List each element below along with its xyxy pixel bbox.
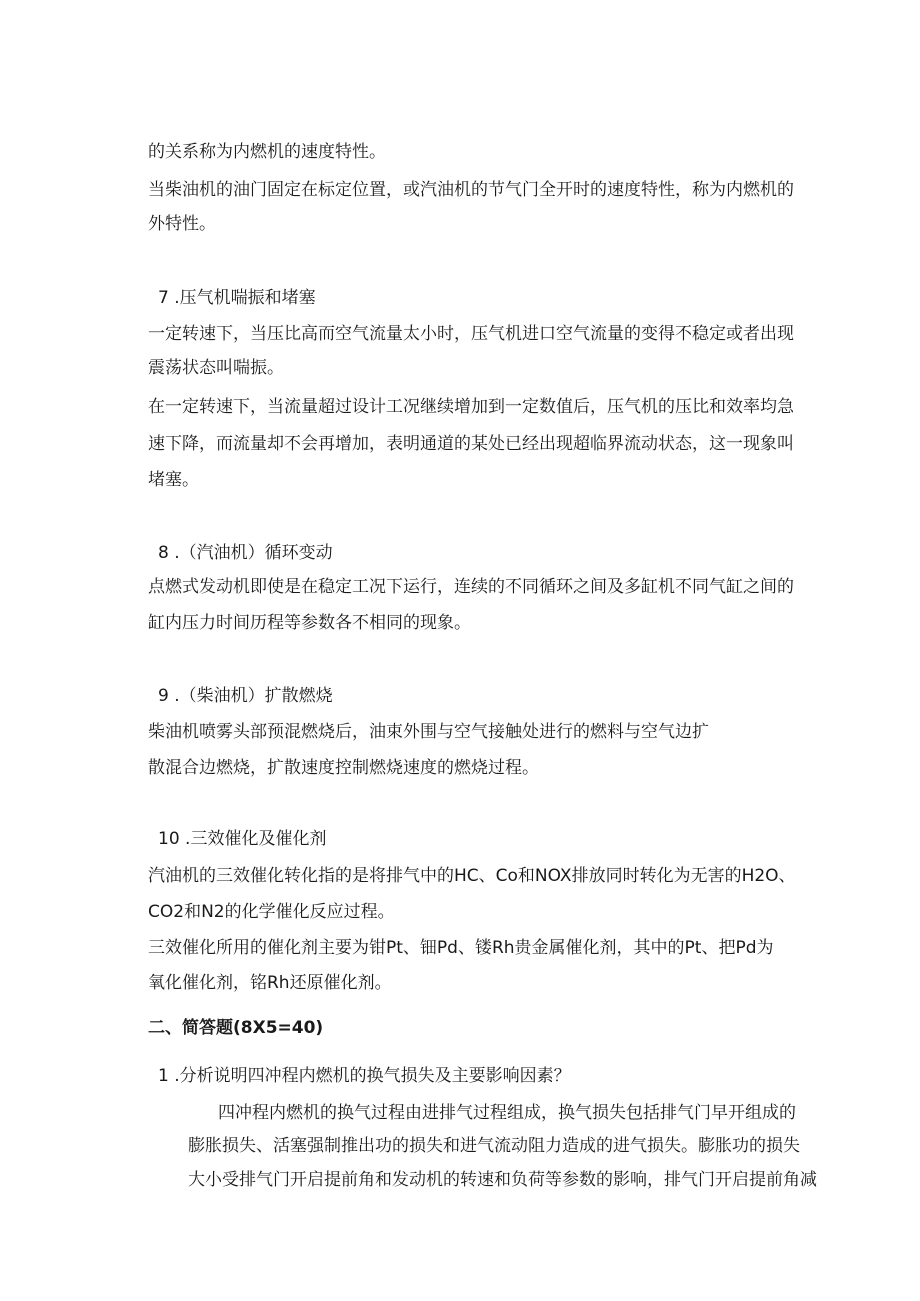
paragraph-line: 当柴油机的油门固定在标定位置，或汽油机的节气门全开时的速度特性，称为内燃机的 [148, 180, 794, 200]
paragraph-line: 汽油机的三效催化转化指的是将排气中的HC、Co和NOX排放同时转化为无害的H2O、 [148, 866, 796, 886]
paragraph-line: 外特性。 [148, 214, 216, 234]
paragraph-line: 三效催化所用的催化剂主要为钳Pt、钿Pd、镂Rh贵金属催化剂，其中的Pt、把Pd为 [148, 938, 774, 958]
item-heading-10: 10 .三效催化及催化剂 [158, 829, 327, 849]
paragraph-line: 散混合边燃烧，扩散速度控制燃烧速度的燃烧过程。 [148, 758, 539, 778]
paragraph-line: 氧化催化剂，铭Rh还原催化剂。 [148, 973, 392, 993]
answer-line: 大小受排气门开启提前角和发动机的转速和负荷等参数的影响，排气门开启提前角减 [188, 1170, 817, 1190]
paragraph-line: 缸内压力时间历程等参数各不相同的现象。 [148, 613, 471, 633]
paragraph-line: 柴油机喷雾头部预混燃烧后，油束外围与空气接触处进行的燃料与空气边扩 [148, 722, 709, 742]
answer-line: 四冲程内燃机的换气过程由进排气过程组成，换气损失包括排气门早开组成的 [218, 1103, 796, 1123]
section-title: 二、简答题(8X5=40) [148, 1018, 324, 1038]
paragraph-line: 速下降，而流量却不会再增加，表明通道的某处已经出现超临界流动状态，这一现象叫 [148, 434, 794, 454]
paragraph-line: 的关系称为内燃机的速度特性。 [148, 142, 386, 162]
paragraph-line: 点燃式发动机即使是在稳定工况下运行，连续的不同循环之间及多缸机不同气缸之间的 [148, 577, 794, 597]
paragraph-line: 一定转速下，当压比高而空气流量太小时，压气机进口空气流量的变得不稳定或者出现 [148, 324, 794, 344]
item-heading-8: 8 .（汽油机）循环变动 [158, 543, 333, 563]
paragraph-line: 堵塞。 [148, 470, 199, 490]
item-heading-7: 7 .压气机喘振和堵塞 [158, 288, 316, 308]
paragraph-line: 震荡状态叫喘振。 [148, 358, 284, 378]
item-heading-9: 9 .（柴油机）扩散燃烧 [158, 686, 333, 706]
paragraph-line: CO2和N2的化学催化反应过程。 [148, 902, 395, 922]
answer-line: 膨胀损失、活塞强制推出功的损失和进气流动阻力造成的进气损失。膨胀功的损失 [188, 1136, 800, 1156]
paragraph-line: 在一定转速下，当流量超过设计工况继续增加到一定数值后，压气机的压比和效率均急 [148, 397, 794, 417]
question-1: 1 .分析说明四冲程内燃机的换气损失及主要影响因素？ [158, 1066, 571, 1086]
